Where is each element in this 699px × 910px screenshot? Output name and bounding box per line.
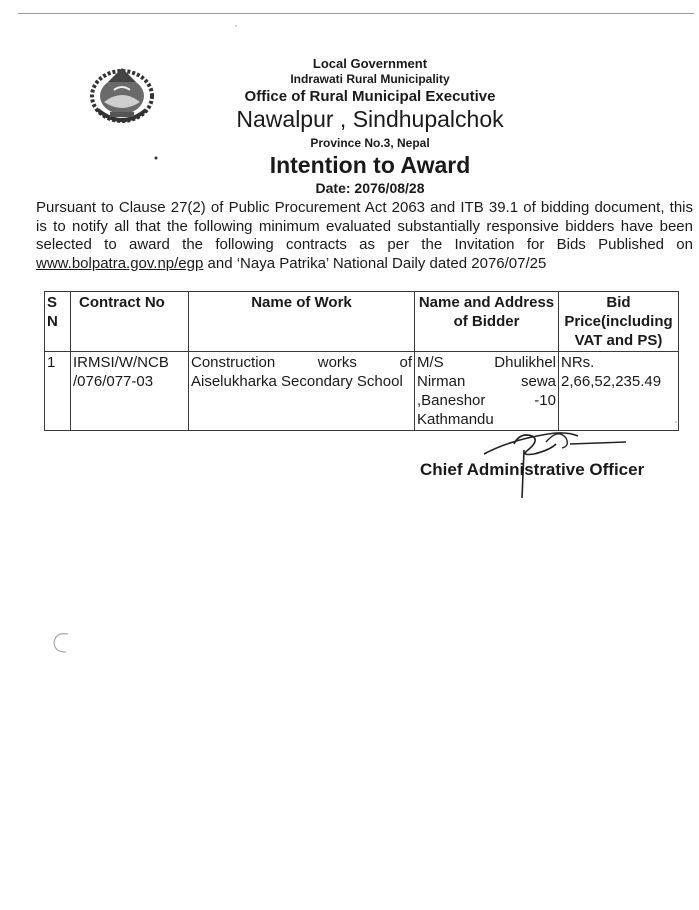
column-header-name-of-work: Name of Work xyxy=(189,292,415,352)
table-row xyxy=(45,352,679,431)
notice-date: Date: 2076/08/28 xyxy=(315,180,425,196)
notice-body-text-end: and ‘Naya Patrika’ National Daily dated 2076/07/25 xyxy=(203,254,547,272)
cell-contract-no: IRMSI/W/NCB /076/077-03 xyxy=(71,352,189,431)
cell-bidder: M/S Dhulikhel Nirman sewa ,Baneshor -10 Kathmandu xyxy=(415,352,559,431)
punch-hole-mark xyxy=(48,628,78,658)
signatory-title: Chief Administrative Officer xyxy=(420,460,645,479)
bolpatra-link[interactable]: www.bolpatra.gov.np/egp xyxy=(36,254,204,272)
header-address: Nawalpur , Sindhupalchok xyxy=(236,106,504,132)
award-table xyxy=(44,291,679,431)
column-header-bidder: Name and Address of Bidder xyxy=(415,292,559,352)
header-municipality: Indrawati Rural Municipality xyxy=(290,72,450,86)
column-header-bid-price: Bid Price(including VAT and PS) xyxy=(559,292,679,352)
header-office: Office of Rural Municipal Executive xyxy=(244,88,496,105)
column-header-contract-no: Contract No xyxy=(71,292,189,352)
cell-name-of-work: Construction works of Aiselukharka Secondary School xyxy=(189,352,415,431)
notice-body xyxy=(36,199,693,273)
notice-title: Intention to Award xyxy=(269,152,471,178)
cell-bid-price: NRs. 2,66,52,235.49 xyxy=(559,352,679,431)
column-header-sn: S N xyxy=(45,292,71,352)
table-header-row xyxy=(45,292,679,352)
cell-sn: 1 xyxy=(45,352,71,431)
header-province: Province No.3, Nepal xyxy=(310,136,430,150)
header-local-government: Local Government xyxy=(312,56,428,71)
notice-body-text: Pursuant to Clause 27(2) of Public Procurement Act 2063 and ITB 39.1 of bidding document, this is to notify all that the following minimum evaluated substantially responsive bidders have been selected to award the following contracts as per the Invitation for Bids Published on xyxy=(36,199,693,253)
